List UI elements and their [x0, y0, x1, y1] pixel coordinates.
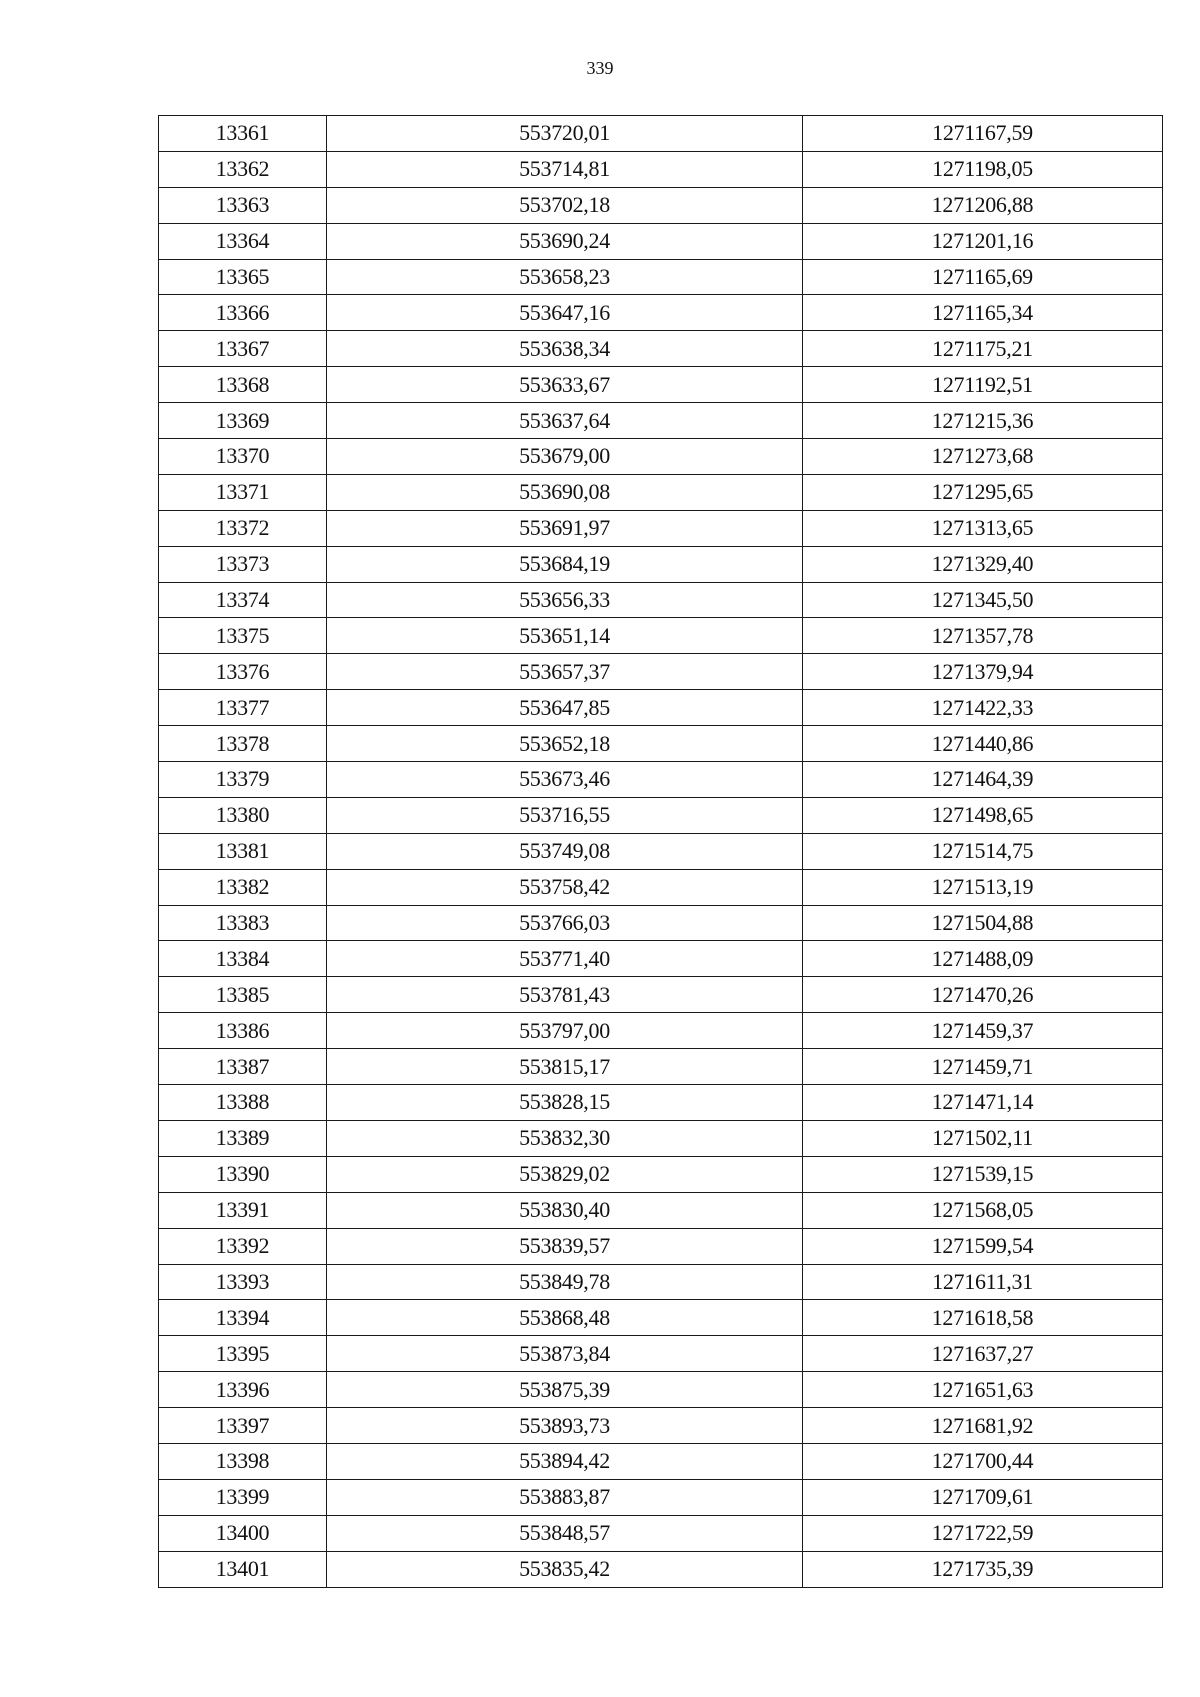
x-coordinate-cell: 553828,15 — [327, 1085, 803, 1121]
x-coordinate-cell: 553652,18 — [327, 726, 803, 762]
point-number-cell: 13400 — [159, 1515, 327, 1551]
table-row — [159, 1336, 1163, 1372]
table-row — [159, 151, 1163, 187]
table-row — [159, 582, 1163, 618]
x-coordinate-cell: 553771,40 — [327, 941, 803, 977]
y-coordinate-cell: 1271611,31 — [803, 1264, 1163, 1300]
y-coordinate-cell: 1271422,33 — [803, 690, 1163, 726]
table-row — [159, 762, 1163, 798]
point-number-cell: 13374 — [159, 582, 327, 618]
point-number-cell: 13362 — [159, 151, 327, 187]
table-row — [159, 1443, 1163, 1479]
table-row — [159, 941, 1163, 977]
table-row — [159, 367, 1163, 403]
point-number-cell: 13384 — [159, 941, 327, 977]
y-coordinate-cell: 1271345,50 — [803, 582, 1163, 618]
y-coordinate-cell: 1271313,65 — [803, 510, 1163, 546]
point-number-cell: 13373 — [159, 546, 327, 582]
x-coordinate-cell: 553690,08 — [327, 474, 803, 510]
table-row — [159, 726, 1163, 762]
x-coordinate-cell: 553716,55 — [327, 797, 803, 833]
table-row — [159, 654, 1163, 690]
table-row — [159, 510, 1163, 546]
y-coordinate-cell: 1271470,26 — [803, 977, 1163, 1013]
x-coordinate-cell: 553848,57 — [327, 1515, 803, 1551]
y-coordinate-cell: 1271192,51 — [803, 367, 1163, 403]
table-row — [159, 223, 1163, 259]
table-row — [159, 1551, 1163, 1587]
x-coordinate-cell: 553714,81 — [327, 151, 803, 187]
coordinates-table-body — [159, 116, 1163, 1588]
table-row — [159, 1049, 1163, 1085]
table-row — [159, 1228, 1163, 1264]
y-coordinate-cell: 1271513,19 — [803, 869, 1163, 905]
x-coordinate-cell: 553797,00 — [327, 1013, 803, 1049]
x-coordinate-cell: 553647,16 — [327, 295, 803, 331]
point-number-cell: 13380 — [159, 797, 327, 833]
x-coordinate-cell: 553883,87 — [327, 1479, 803, 1515]
table-row — [159, 1120, 1163, 1156]
page-number: 339 — [586, 58, 614, 78]
x-coordinate-cell: 553839,57 — [327, 1228, 803, 1264]
table-row — [159, 1300, 1163, 1336]
point-number-cell: 13371 — [159, 474, 327, 510]
point-number-cell: 13378 — [159, 726, 327, 762]
table-row — [159, 1085, 1163, 1121]
table-row — [159, 690, 1163, 726]
y-coordinate-cell: 1271165,69 — [803, 259, 1163, 295]
y-coordinate-cell: 1271681,92 — [803, 1408, 1163, 1444]
x-coordinate-cell: 553766,03 — [327, 905, 803, 941]
point-number-cell: 13383 — [159, 905, 327, 941]
point-number-cell: 13382 — [159, 869, 327, 905]
x-coordinate-cell: 553656,33 — [327, 582, 803, 618]
point-number-cell: 13364 — [159, 223, 327, 259]
y-coordinate-cell: 1271175,21 — [803, 331, 1163, 367]
y-coordinate-cell: 1271504,88 — [803, 905, 1163, 941]
y-coordinate-cell: 1271651,63 — [803, 1372, 1163, 1408]
x-coordinate-cell: 553633,67 — [327, 367, 803, 403]
x-coordinate-cell: 553690,24 — [327, 223, 803, 259]
y-coordinate-cell: 1271502,11 — [803, 1120, 1163, 1156]
point-number-cell: 13396 — [159, 1372, 327, 1408]
y-coordinate-cell: 1271459,37 — [803, 1013, 1163, 1049]
table-row — [159, 1192, 1163, 1228]
point-number-cell: 13367 — [159, 331, 327, 367]
table-row — [159, 259, 1163, 295]
x-coordinate-cell: 553673,46 — [327, 762, 803, 798]
y-coordinate-cell: 1271498,65 — [803, 797, 1163, 833]
y-coordinate-cell: 1271273,68 — [803, 439, 1163, 475]
table-row — [159, 905, 1163, 941]
x-coordinate-cell: 553749,08 — [327, 833, 803, 869]
x-coordinate-cell: 553702,18 — [327, 187, 803, 223]
y-coordinate-cell: 1271440,86 — [803, 726, 1163, 762]
table-row — [159, 1156, 1163, 1192]
point-number-cell: 13401 — [159, 1551, 327, 1587]
table-row — [159, 474, 1163, 510]
table-row — [159, 1515, 1163, 1551]
point-number-cell: 13372 — [159, 510, 327, 546]
x-coordinate-cell: 553657,37 — [327, 654, 803, 690]
point-number-cell: 13370 — [159, 439, 327, 475]
point-number-cell: 13392 — [159, 1228, 327, 1264]
point-number-cell: 13399 — [159, 1479, 327, 1515]
table-row — [159, 1372, 1163, 1408]
x-coordinate-cell: 553832,30 — [327, 1120, 803, 1156]
x-coordinate-cell: 553781,43 — [327, 977, 803, 1013]
point-number-cell: 13363 — [159, 187, 327, 223]
table-row — [159, 833, 1163, 869]
y-coordinate-cell: 1271722,59 — [803, 1515, 1163, 1551]
x-coordinate-cell: 553658,23 — [327, 259, 803, 295]
x-coordinate-cell: 553829,02 — [327, 1156, 803, 1192]
y-coordinate-cell: 1271709,61 — [803, 1479, 1163, 1515]
x-coordinate-cell: 553830,40 — [327, 1192, 803, 1228]
y-coordinate-cell: 1271618,58 — [803, 1300, 1163, 1336]
point-number-cell: 13391 — [159, 1192, 327, 1228]
point-number-cell: 13365 — [159, 259, 327, 295]
point-number-cell: 13395 — [159, 1336, 327, 1372]
point-number-cell: 13376 — [159, 654, 327, 690]
y-coordinate-cell: 1271735,39 — [803, 1551, 1163, 1587]
y-coordinate-cell: 1271700,44 — [803, 1443, 1163, 1479]
x-coordinate-cell: 553868,48 — [327, 1300, 803, 1336]
x-coordinate-cell: 553873,84 — [327, 1336, 803, 1372]
point-number-cell: 13386 — [159, 1013, 327, 1049]
y-coordinate-cell: 1271599,54 — [803, 1228, 1163, 1264]
point-number-cell: 13369 — [159, 403, 327, 439]
y-coordinate-cell: 1271198,05 — [803, 151, 1163, 187]
x-coordinate-cell: 553815,17 — [327, 1049, 803, 1085]
x-coordinate-cell: 553679,00 — [327, 439, 803, 475]
x-coordinate-cell: 553647,85 — [327, 690, 803, 726]
y-coordinate-cell: 1271488,09 — [803, 941, 1163, 977]
point-number-cell: 13388 — [159, 1085, 327, 1121]
point-number-cell: 13375 — [159, 618, 327, 654]
point-number-cell: 13385 — [159, 977, 327, 1013]
point-number-cell: 13390 — [159, 1156, 327, 1192]
table-row — [159, 295, 1163, 331]
table-row — [159, 797, 1163, 833]
point-number-cell: 13368 — [159, 367, 327, 403]
table-row — [159, 331, 1163, 367]
table-row — [159, 187, 1163, 223]
x-coordinate-cell: 553875,39 — [327, 1372, 803, 1408]
point-number-cell: 13379 — [159, 762, 327, 798]
table-row — [159, 1013, 1163, 1049]
table-row — [159, 869, 1163, 905]
table-row — [159, 977, 1163, 1013]
table-row — [159, 403, 1163, 439]
table-row — [159, 439, 1163, 475]
y-coordinate-cell: 1271215,36 — [803, 403, 1163, 439]
table-row — [159, 1264, 1163, 1300]
y-coordinate-cell: 1271206,88 — [803, 187, 1163, 223]
x-coordinate-cell: 553894,42 — [327, 1443, 803, 1479]
table-row — [159, 116, 1163, 152]
y-coordinate-cell: 1271568,05 — [803, 1192, 1163, 1228]
x-coordinate-cell: 553637,64 — [327, 403, 803, 439]
y-coordinate-cell: 1271357,78 — [803, 618, 1163, 654]
point-number-cell: 13366 — [159, 295, 327, 331]
point-number-cell: 13397 — [159, 1408, 327, 1444]
point-number-cell: 13387 — [159, 1049, 327, 1085]
table-row — [159, 1408, 1163, 1444]
point-number-cell: 13361 — [159, 116, 327, 152]
point-number-cell: 13381 — [159, 833, 327, 869]
y-coordinate-cell: 1271165,34 — [803, 295, 1163, 331]
y-coordinate-cell: 1271167,59 — [803, 116, 1163, 152]
x-coordinate-cell: 553651,14 — [327, 618, 803, 654]
y-coordinate-cell: 1271471,14 — [803, 1085, 1163, 1121]
x-coordinate-cell: 553835,42 — [327, 1551, 803, 1587]
x-coordinate-cell: 553849,78 — [327, 1264, 803, 1300]
point-number-cell: 13394 — [159, 1300, 327, 1336]
y-coordinate-cell: 1271464,39 — [803, 762, 1163, 798]
table-row — [159, 618, 1163, 654]
x-coordinate-cell: 553684,19 — [327, 546, 803, 582]
y-coordinate-cell: 1271329,40 — [803, 546, 1163, 582]
y-coordinate-cell: 1271514,75 — [803, 833, 1163, 869]
y-coordinate-cell: 1271539,15 — [803, 1156, 1163, 1192]
point-number-cell: 13398 — [159, 1443, 327, 1479]
point-number-cell: 13377 — [159, 690, 327, 726]
x-coordinate-cell: 553720,01 — [327, 116, 803, 152]
y-coordinate-cell: 1271379,94 — [803, 654, 1163, 690]
x-coordinate-cell: 553893,73 — [327, 1408, 803, 1444]
point-number-cell: 13393 — [159, 1264, 327, 1300]
x-coordinate-cell: 553691,97 — [327, 510, 803, 546]
y-coordinate-cell: 1271459,71 — [803, 1049, 1163, 1085]
coordinates-table — [158, 115, 1163, 1588]
y-coordinate-cell: 1271201,16 — [803, 223, 1163, 259]
table-row — [159, 546, 1163, 582]
x-coordinate-cell: 553638,34 — [327, 331, 803, 367]
y-coordinate-cell: 1271295,65 — [803, 474, 1163, 510]
y-coordinate-cell: 1271637,27 — [803, 1336, 1163, 1372]
table-row — [159, 1479, 1163, 1515]
point-number-cell: 13389 — [159, 1120, 327, 1156]
x-coordinate-cell: 553758,42 — [327, 869, 803, 905]
